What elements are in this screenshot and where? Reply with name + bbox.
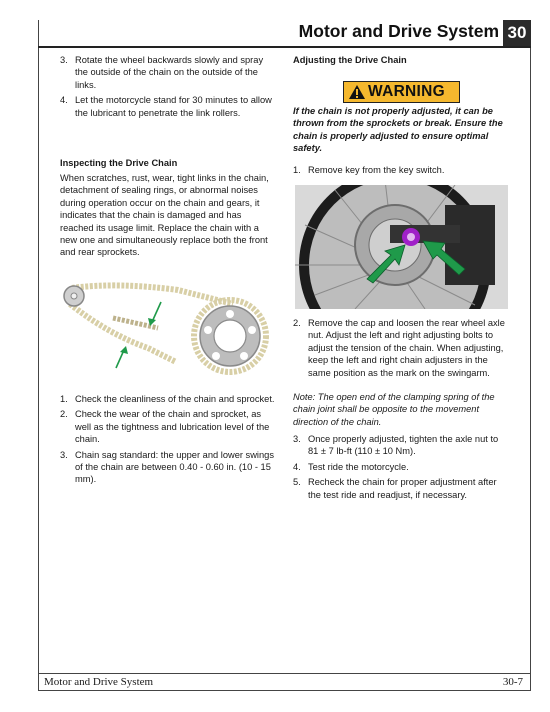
inspect-heading: Inspecting the Drive Chain — [60, 158, 178, 168]
footer-section-name: Motor and Drive System — [44, 676, 154, 688]
chain-clip-note: Note: The open end of the clamping spring of the chain joint shall be opposite to the movement direction of the chain. — [293, 392, 495, 427]
sag-arrow-upper — [152, 302, 161, 322]
lubrication-steps — [60, 54, 276, 122]
list-item: 2. Check the wear of the chain and sprocket, as well as the tightness and lubrication level of the chain. — [60, 409, 270, 445]
list-item: 3. Chain sag standard: the upper and lower swings of the chain are between 0.40 - 0.60 in. (10 - 15 mm). — [60, 449, 274, 485]
warning-text: If the chain is not properly adjusted, it can be thrown from the sprockets or break. Ensure the chain is properly adjusted to ensure optimal safety. — [293, 106, 503, 154]
warning-label: WARNING — [368, 83, 446, 100]
sag-arrow-lower — [116, 350, 124, 368]
list-item: 3. Rotate the wheel backwards slowly and spray the outside of the chain on the outside of the links. — [60, 55, 264, 90]
list-item: 3. Once properly adjusted, tighten the axle nut to 81 ± 7 lb-ft (110 ± 10 Nm). — [293, 434, 499, 457]
list-item: 1. Remove key from the key switch. — [293, 165, 445, 175]
adjust-heading: Adjusting the Drive Chain — [293, 55, 407, 65]
list-item: 4. Test ride the motorcycle. — [293, 461, 409, 472]
chain-upper-run — [72, 285, 233, 304]
chain-sprocket-diagram — [58, 280, 276, 380]
list-item: 4. Let the motorcycle stand for 30 minutes to allow the lubricant to penetrate the link rollers. — [60, 95, 272, 118]
list-item: 1. Check the cleanliness of the chain and sprocket. — [60, 394, 275, 404]
page-footer — [38, 673, 531, 691]
list-item: 2. Remove the cap and loosen the rear wheel axle nut. Adjust the left and right adjusting bolts to adjust the tension of the chain. When adjusting, keep the left and right chain adjusters in the same position as the mark on the swingarm. — [293, 318, 505, 378]
page-header — [38, 20, 531, 48]
adjust-step-2 — [293, 317, 509, 382]
section-title: Motor and Drive System — [298, 21, 499, 41]
rear-wheel-photo — [295, 185, 508, 309]
footer-page-number: 30-7 — [502, 676, 523, 688]
rear-sprocket — [194, 300, 266, 372]
warning-triangle-icon — [348, 84, 366, 100]
final-steps — [293, 433, 509, 504]
section-number-badge: 30 — [503, 20, 531, 46]
adjust-step-1 — [293, 164, 509, 179]
list-item: 5. Recheck the chain for proper adjustment after the test ride and readjust, if necessary. — [293, 477, 497, 500]
warning-banner — [343, 81, 460, 103]
check-steps — [60, 393, 276, 489]
inspect-paragraph: When scratches, rust, wear, tight links in the chain, detachment of sealing rings, or abnormal noises during operation occur on the chain and gears, it indicates that the chain is damaged and has reached its usage limit. Replace the chain with a new one and simultaneously replace both the front and rear sprockets. — [60, 173, 269, 258]
